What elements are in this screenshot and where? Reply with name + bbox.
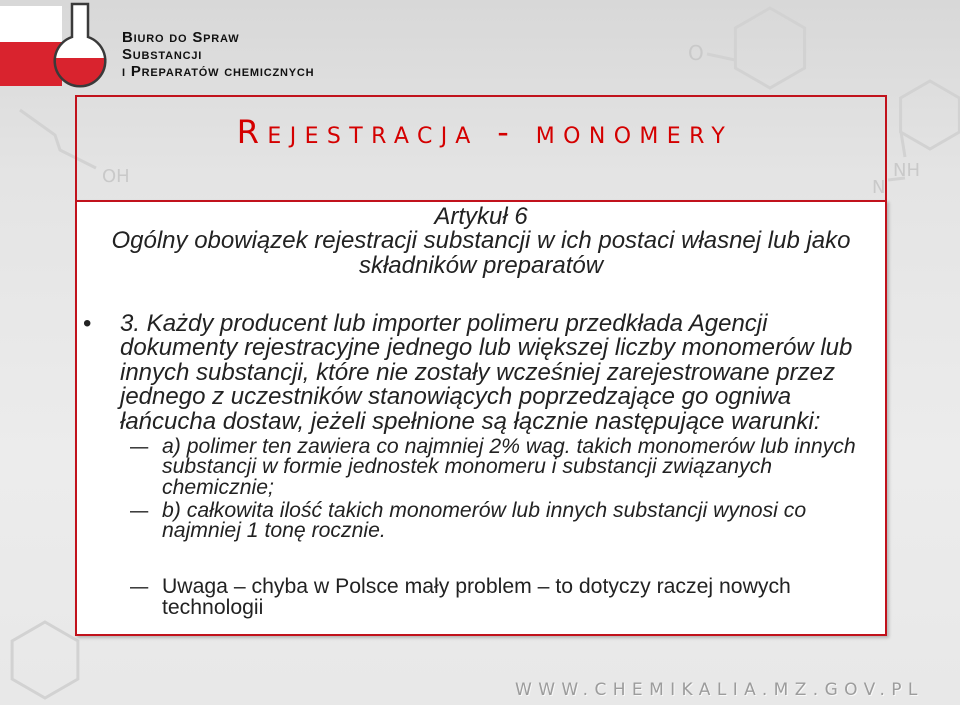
background-bond <box>707 54 735 60</box>
slide-title: Rejestracja - monomery <box>236 113 734 151</box>
organization-name-line: Biuro do Spraw <box>122 29 240 46</box>
content-box <box>75 200 887 636</box>
title-box <box>75 95 887 200</box>
condition-line: a) polimer ten zawiera co najmniej 2% wag. takich monomerów lub innych <box>162 434 856 458</box>
paragraph-line: 3. Każdy producent lub importer polimeru przedkłada Agencji <box>120 309 768 337</box>
condition-line: b) całkowita ilość takich monomerów lub innych substancji wynosi co <box>162 498 807 522</box>
condition-line: najmniej 1 tonę rocznie. <box>162 519 386 543</box>
background-hexagon <box>735 8 804 88</box>
paragraph-line: dokumenty rejestracyjne jednego lub większej liczby monomerów lub <box>120 334 853 361</box>
condition-line: substancji w formie jednostek monomeru i substancji związanych <box>162 455 772 479</box>
background-hexagon <box>901 81 960 149</box>
paragraph-line: łańcucha dostaw, jeżeli spełnione są łącznie następujące warunki: <box>120 407 821 435</box>
note-line: technologii <box>162 595 264 619</box>
article-heading-line: Ogólny obowiązek rejestracji substancji w ich postaci własnej lub jako <box>111 227 851 254</box>
molecule-label: N <box>872 177 886 198</box>
article-heading <box>77 202 885 279</box>
article-heading-line: składników preparatów <box>358 251 604 279</box>
organization-name <box>122 29 314 80</box>
condition-item-a <box>130 434 856 499</box>
background-hexagon <box>12 622 78 698</box>
bullet-marker: • <box>83 309 92 337</box>
condition-item-b <box>130 498 807 543</box>
organization-name-line: Substancji <box>122 46 203 63</box>
paragraph-line: innych substancji, które nie zostały wcześniej zarejestrowane przez <box>120 358 835 386</box>
bullet-paragraph <box>83 309 853 435</box>
dash-marker: – <box>130 574 149 598</box>
organization-name-line: i Preparatów chemicznych <box>122 63 315 80</box>
website-url: WWW.CHEMIKALIA.MZ.GOV.PL <box>515 680 924 700</box>
molecule-label: O <box>688 41 704 65</box>
note-line: Uwaga – chyba w Polsce mały problem – to dotyczy raczej nowych <box>162 574 791 598</box>
dash-marker: – <box>130 434 149 458</box>
molecule-label: OH <box>102 166 130 187</box>
molecule-label: NH <box>893 160 920 181</box>
flask-logo-icon <box>0 0 118 90</box>
paragraph-line: jednego z uczestników stanowiących poprzedzające go ogniwa <box>120 383 792 410</box>
condition-line: chemicznie; <box>162 475 274 499</box>
article-heading-line: Artykuł 6 <box>434 202 528 230</box>
dash-marker: – <box>130 498 149 522</box>
note-item <box>130 574 791 619</box>
